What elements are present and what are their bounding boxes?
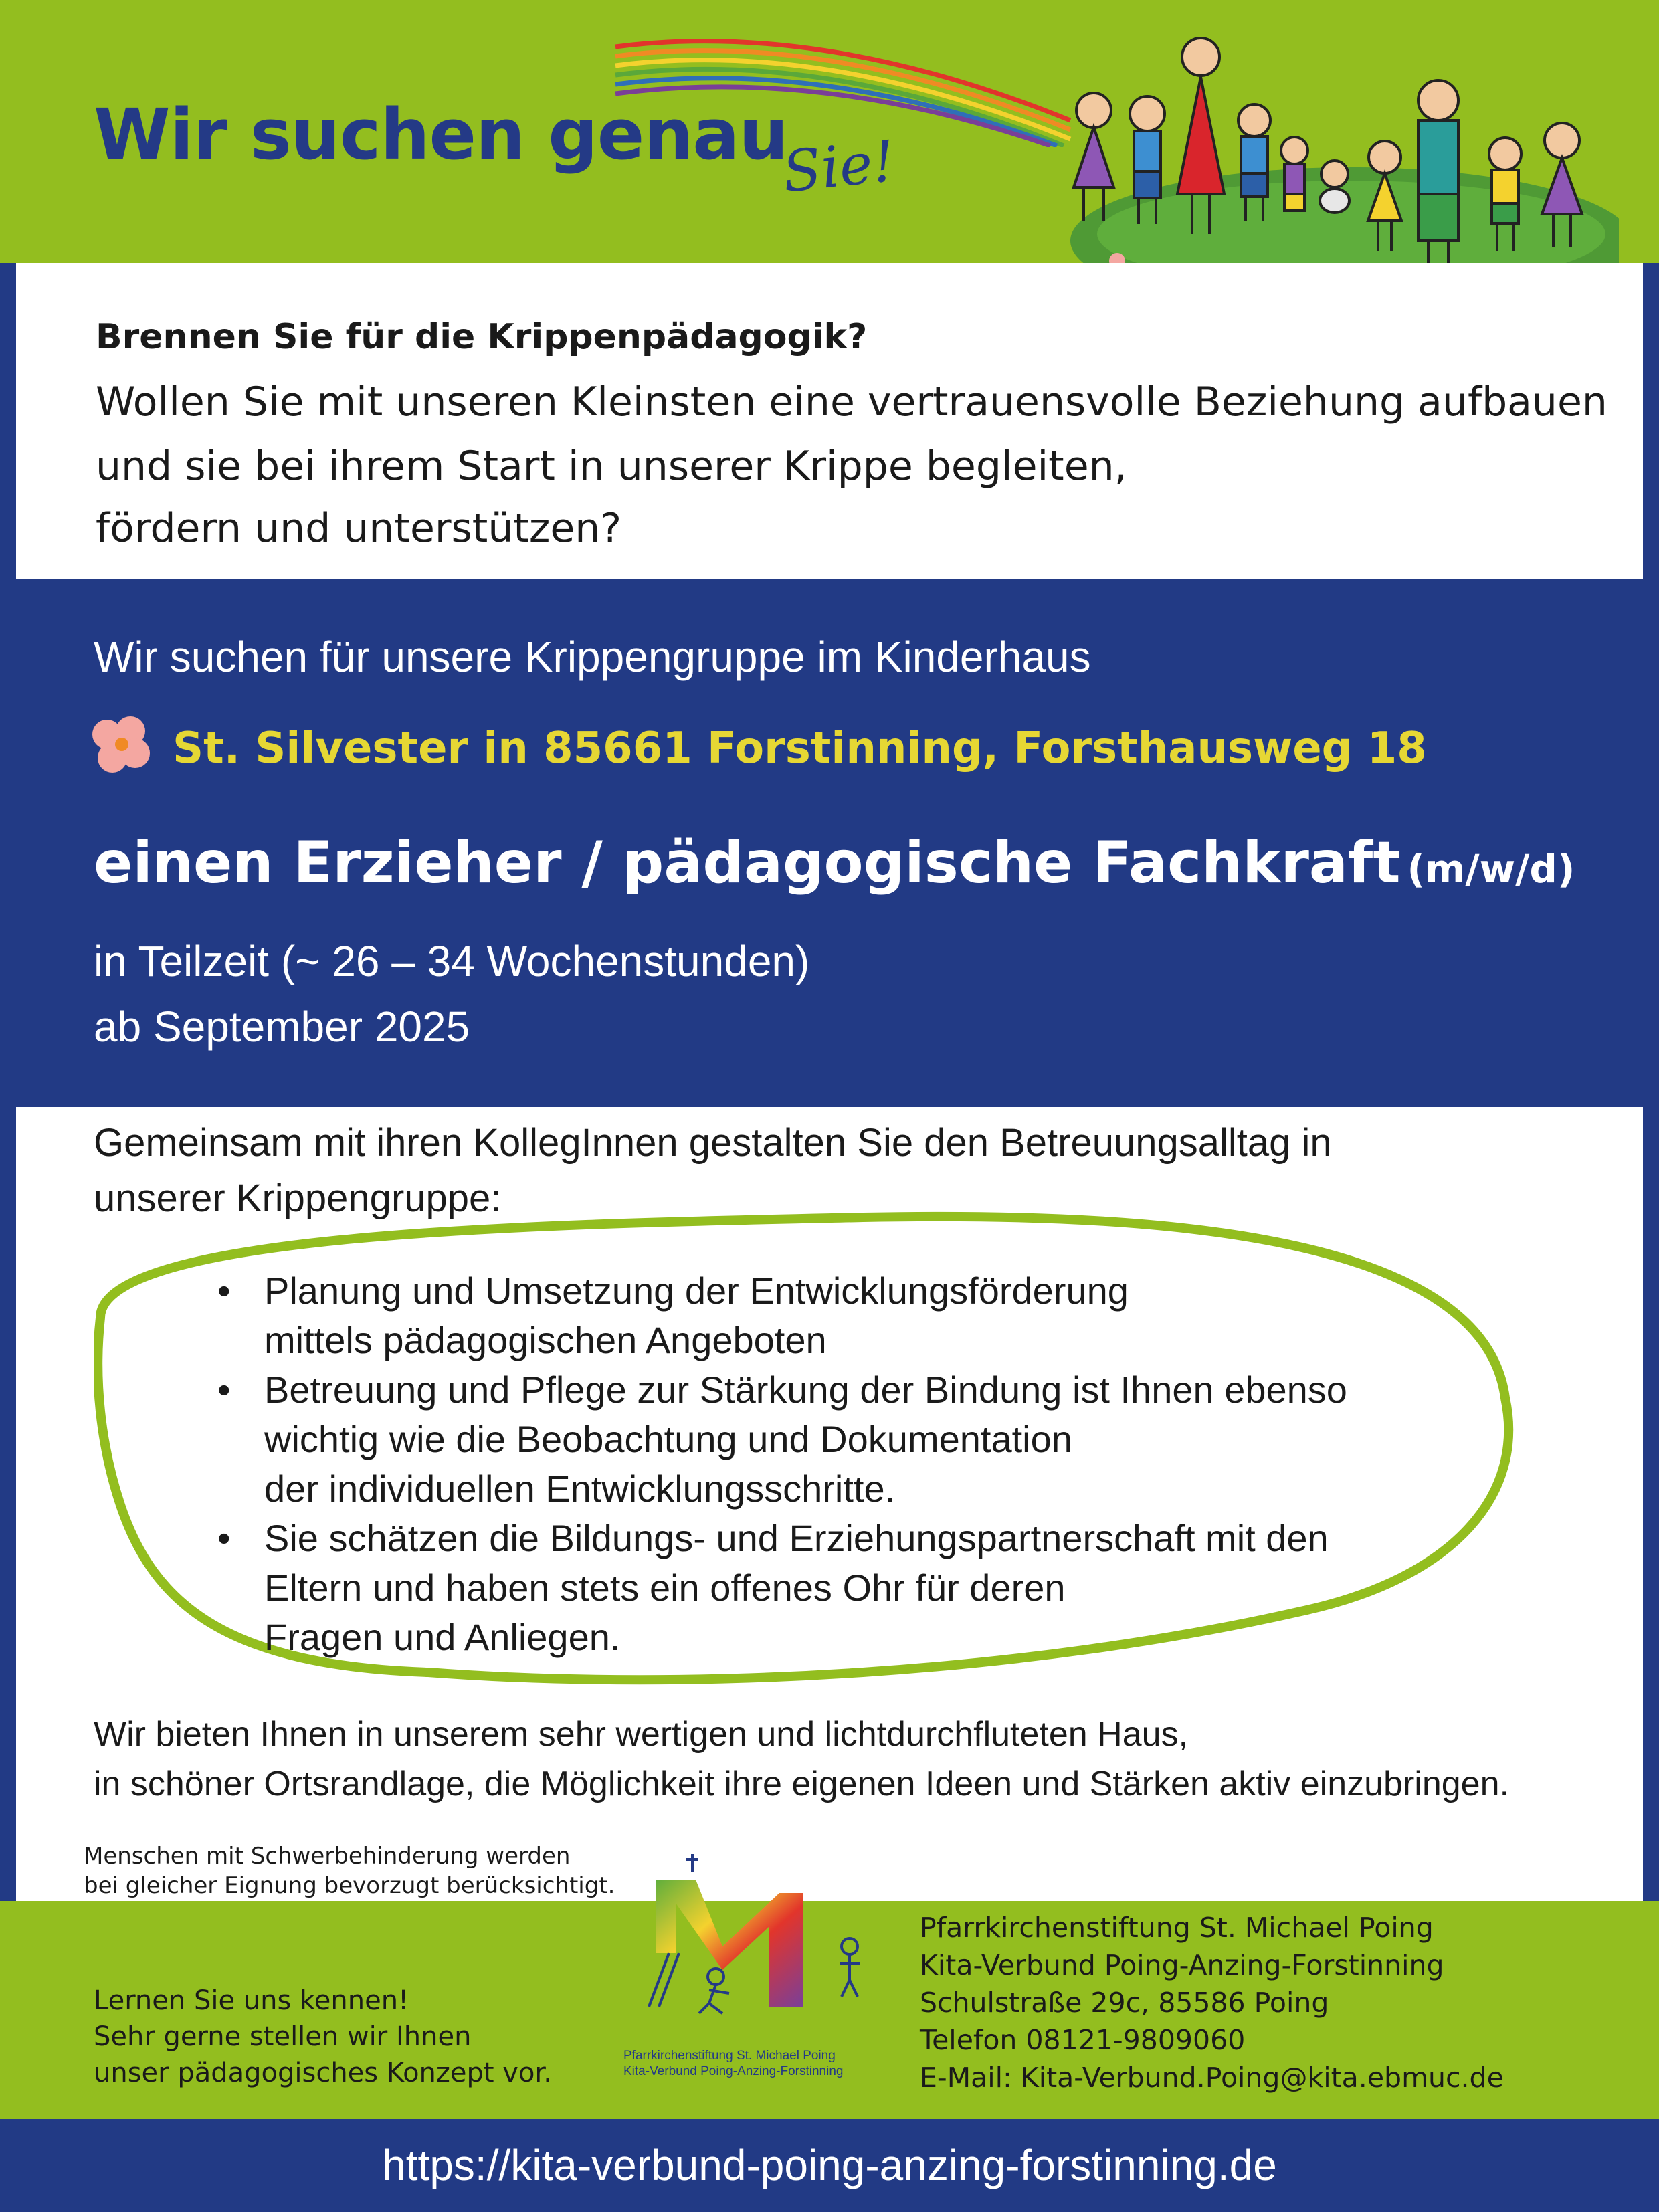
bullet-icon: • [217,1369,231,1411]
intro-line: Wollen Sie mit unseren Kleinsten eine vertrauensvolle Beziehung aufbauen [96,379,1607,425]
meet-line: Sehr gerne stellen wir Ihnen [94,2021,472,2052]
offer-line: Wir bieten Ihnen in unserem sehr wertigen und lichtdurchfluteten Haus, [94,1715,1188,1754]
meet-line: Lernen Sie uns kennen! [94,1985,409,2016]
task-list [217,1266,1347,1662]
working-hours: in Teilzeit (~ 26 – 34 Wochenstunden) [94,937,810,985]
tasks-intro-line: unserer Krippengruppe: [94,1177,502,1220]
task-line: mittels pädagogischen Angeboten [264,1319,827,1361]
task-line: wichtig wie die Beobachtung und Dokumentation [264,1418,1072,1460]
task-item [217,1365,1347,1514]
start-date: ab September 2025 [94,1003,470,1051]
disability-note: bei gleicher Eignung bevorzugt berücksichtigt. [84,1872,615,1899]
task-line: Sie schätzen die Bildungs- und Erziehungspartnerschaft mit den [264,1517,1329,1559]
intro-line: und sie bei ihrem Start in unserer Krippe begleiten, [96,443,1127,490]
task-line: Eltern und haben stets ein offenes Ohr für deren [264,1567,1066,1609]
kita-verbund-logo [629,1853,896,2060]
location: St. Silvester in 85661 Forstinning, Forsthausweg 18 [173,724,1427,773]
contact-email: E-Mail: Kita-Verbund.Poing@kita.ebmuc.de [920,2062,1504,2094]
flower-icon [87,714,154,775]
headline-sie: Sie! [779,128,898,205]
task-line: Fragen und Anliegen. [264,1616,621,1658]
website-url: https://kita-verbund-poing-anzing-forstinning.de [382,2141,1277,2189]
task-item [217,1266,1347,1365]
task-line: der individuellen Entwicklungsschritte. [264,1468,896,1510]
contact-line: Schulstraße 29c, 85586 Poing [920,1987,1329,2019]
intro-line: fördern und unterstützen? [96,505,622,552]
disability-note: Menschen mit Schwerbehinderung werden [84,1843,571,1870]
task-line: Betreuung und Pflege zur Stärkung der Bindung ist Ihnen ebenso [264,1369,1347,1411]
tasks-intro-line: Gemeinsam mit ihren KollegInnen gestalten Sie den Betreuungsalltag in [94,1121,1332,1165]
contact-line: Kita-Verbund Poing-Anzing-Forstinning [920,1949,1444,1981]
gender-note: (m/w/d) [1407,846,1575,892]
offer-line: in schöner Ortsrandlage, die Möglichkeit ihre eigenen Ideen und Stärken aktiv einzubringen. [94,1765,1509,1803]
headline: Wir suchen genau [94,94,788,175]
task-item [217,1514,1347,1662]
contact-phone: Telefon 08121-9809060 [920,2024,1246,2056]
meet-line: unser pädagogisches Konzept vor. [94,2057,552,2088]
intro-question: Brennen Sie für die Krippenpädagogik? [96,317,868,357]
position-title [94,829,1575,896]
bullet-icon: • [217,1517,231,1559]
search-line: Wir suchen für unsere Krippengruppe im Kinderhaus [94,633,1091,681]
task-line: Planung und Umsetzung der Entwicklungsförderung [264,1270,1129,1312]
contact-line: Pfarrkirchenstiftung St. Michael Poing [920,1912,1434,1944]
bullet-icon: • [217,1270,231,1312]
logo-caption: Pfarrkirchenstiftung St. Michael Poing [623,2049,836,2063]
logo-caption: Kita-Verbund Poing-Anzing-Forstinning [623,2064,844,2078]
position-text: einen Erzieher / pädagogische Fachkraft [94,829,1401,896]
